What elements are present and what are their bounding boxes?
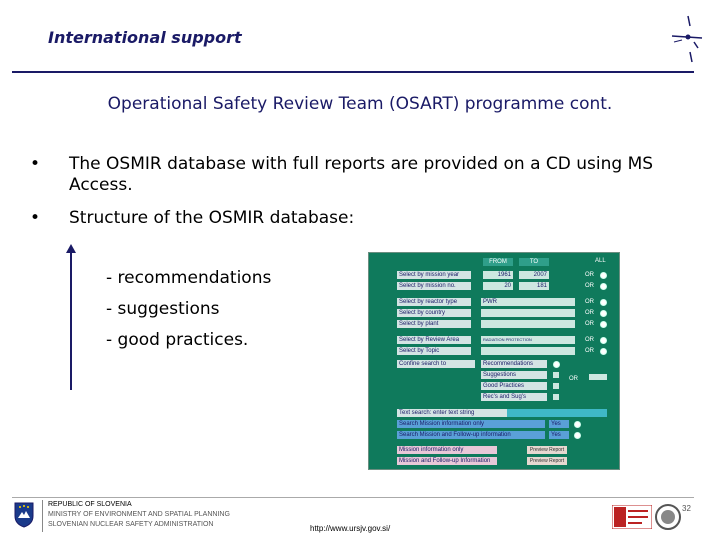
label-select-by-no: Select by mission no. (397, 282, 471, 290)
label-confine-search: Confine search to (397, 360, 475, 368)
slovenia-coat-of-arms-icon (14, 502, 34, 528)
review-area-select[interactable]: RADIATION PROTECTION (481, 336, 575, 344)
label-select-by-country: Select by country (397, 309, 471, 317)
certification-logo-icon (612, 505, 652, 529)
yes-mission-only: Yes (549, 420, 569, 428)
preview-report-button[interactable]: Preview Report (527, 446, 567, 454)
or-label: OR (585, 348, 594, 354)
plant-select[interactable] (481, 320, 575, 328)
type-all-radio[interactable] (600, 299, 607, 306)
plant-all-radio[interactable] (600, 321, 607, 328)
confine-option-suggestions: Suggestions (481, 371, 547, 379)
column-header-all: ALL (595, 258, 606, 264)
page-number: 32 (682, 504, 691, 513)
label-select-by-type: Select by reactor type (397, 298, 471, 306)
footer-divider (42, 500, 43, 532)
footer-republic: REPUBLIC OF SLOVENIA (48, 501, 132, 508)
confine-radio-recommendations[interactable] (553, 361, 560, 368)
topic-select[interactable] (481, 347, 575, 355)
search-mission-followup-radio[interactable] (574, 432, 581, 439)
area-all-radio[interactable] (600, 337, 607, 344)
bureau-veritas-seal-icon (654, 503, 682, 531)
reactor-type-select[interactable]: PWR (481, 298, 575, 306)
sub-item-recommendations: - recommendations (106, 268, 272, 288)
footer-administration: SLOVENIAN NUCLEAR SAFETY ADMINISTRATION (48, 521, 214, 528)
header-title: International support (48, 28, 242, 47)
confine-checkbox-recs-sugs[interactable] (553, 394, 559, 400)
confine-option-recommendations: Recommendations (481, 360, 547, 368)
label-mission-info-only: Mission information only (397, 446, 497, 454)
preview-report-button[interactable]: Preview Report (527, 457, 567, 465)
search-mission-only-radio[interactable] (574, 421, 581, 428)
country-all-radio[interactable] (600, 310, 607, 317)
confine-option-good-practices: Good Practices (481, 382, 547, 390)
or-label: OR (585, 337, 594, 343)
confine-all-checkbox[interactable] (589, 374, 607, 380)
label-search-mission-followup: Search Mission and Follow-up information (397, 431, 545, 439)
label-text-search: Text search: enter text string (397, 409, 507, 417)
confine-checkbox-good-practices[interactable] (553, 383, 559, 389)
label-select-by-area: Select by Review Area (397, 336, 471, 344)
label-select-by-year: Select by mission year (397, 271, 471, 279)
year-from-input[interactable]: 1961 (483, 271, 513, 279)
footer-url-link[interactable]: http://www.ursjv.gov.si/ (310, 524, 391, 533)
yes-mission-followup: Yes (549, 431, 569, 439)
label-search-mission-only: Search Mission information only (397, 420, 545, 428)
year-all-radio[interactable] (600, 272, 607, 279)
or-label: OR (585, 321, 594, 327)
slide-title: Operational Safety Review Team (OSART) programme cont. (107, 94, 613, 114)
no-to-input[interactable]: 181 (519, 282, 549, 290)
osmir-search-form (368, 252, 620, 470)
year-to-input[interactable]: 2007 (519, 271, 549, 279)
or-label: OR (585, 299, 594, 305)
sub-item-good-practices: - good practices. (106, 330, 249, 350)
confine-option-recs-sugs: Rec's and Sug's (481, 393, 547, 401)
topic-all-radio[interactable] (600, 348, 607, 355)
sub-item-suggestions: - suggestions (106, 299, 220, 319)
bullet-symbol: • (30, 208, 41, 228)
no-all-radio[interactable] (600, 283, 607, 290)
label-mission-and-followup: Mission and Follow-up Information (397, 457, 497, 465)
country-select[interactable] (481, 309, 575, 317)
or-label: OR (585, 310, 594, 316)
bullet-text: The OSMIR database with full reports are provided on a CD using MS Access. (69, 154, 654, 195)
or-label: OR (569, 376, 578, 382)
text-search-input[interactable] (507, 409, 607, 417)
label-select-by-plant: Select by plant (397, 320, 471, 328)
or-label: OR (585, 272, 594, 278)
column-header-from: FROM (483, 258, 513, 266)
up-arrow-icon (65, 244, 77, 390)
footer-rule (12, 497, 694, 498)
confine-checkbox-suggestions[interactable] (553, 372, 559, 378)
footer-ministry: MINISTRY OF ENVIRONMENT AND SPATIAL PLANNING (48, 511, 230, 518)
column-header-to: TO (519, 258, 549, 266)
bullet-symbol: • (30, 154, 41, 174)
header-rule (12, 71, 694, 73)
no-from-input[interactable]: 20 (483, 282, 513, 290)
or-label: OR (585, 283, 594, 289)
label-select-by-topic: Select by Topic (397, 347, 471, 355)
bullet-text: Structure of the OSMIR database: (69, 208, 355, 228)
ursjv-logo-icon (668, 12, 708, 66)
